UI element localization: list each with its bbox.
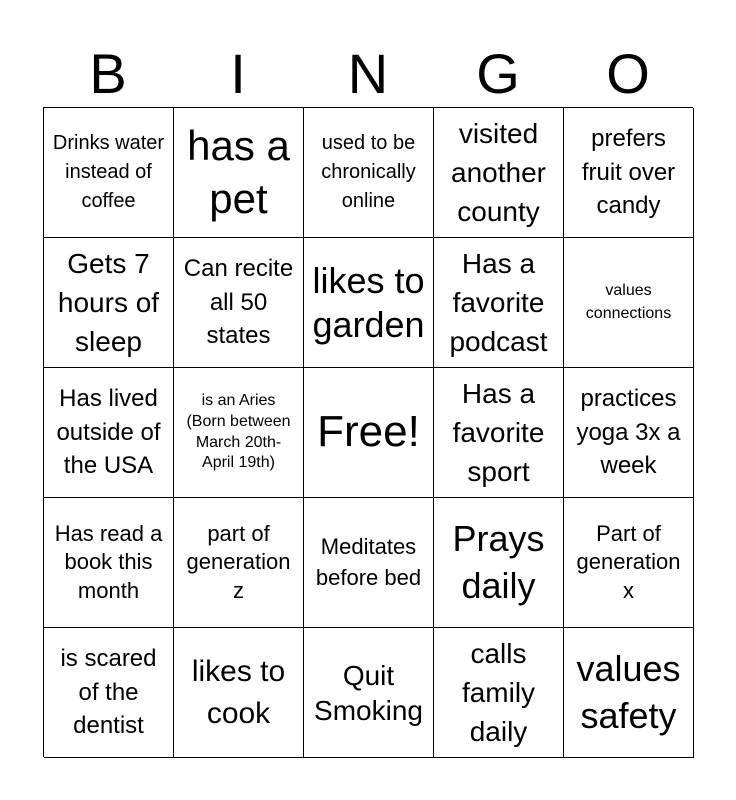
bingo-cell-r2c1[interactable]: Gets 7 hours of sleep <box>44 238 174 368</box>
bingo-cell-r1c1[interactable]: Drinks water instead of coffee <box>44 108 174 238</box>
header-letter-n: N <box>347 42 389 105</box>
bingo-cell-r3c5[interactable]: practices yoga 3x a week <box>564 368 694 498</box>
bingo-cell-free[interactable]: Free! <box>304 368 434 498</box>
header-letter-i: I <box>230 42 246 105</box>
bingo-cell-r1c2[interactable]: has a pet <box>174 108 304 238</box>
bingo-cell-r3c2[interactable]: is an Aries (Born between March 20th-April 19th) <box>174 368 304 498</box>
bingo-header <box>43 40 693 108</box>
header-letter-o: O <box>606 42 650 105</box>
bingo-cell-r1c3[interactable]: used to be chronically online <box>304 108 434 238</box>
bingo-cell-r2c5[interactable]: values connections <box>564 238 694 368</box>
bingo-cell-r5c4[interactable]: calls family daily <box>434 628 564 758</box>
bingo-cell-r5c5[interactable]: values safety <box>564 628 694 758</box>
bingo-cell-r1c5[interactable]: prefers fruit over candy <box>564 108 694 238</box>
bingo-cell-r5c2[interactable]: likes to cook <box>174 628 304 758</box>
bingo-cell-r4c4[interactable]: Prays daily <box>434 498 564 628</box>
header-letter-g: G <box>476 42 520 105</box>
bingo-cell-r3c1[interactable]: Has lived outside of the USA <box>44 368 174 498</box>
bingo-cell-r5c3[interactable]: Quit Smoking <box>304 628 434 758</box>
bingo-cell-r4c1[interactable]: Has read a book this month <box>44 498 174 628</box>
bingo-cell-r1c4[interactable]: visited another county <box>434 108 564 238</box>
header-letter-b: B <box>89 42 127 105</box>
bingo-cell-r4c3[interactable]: Meditates before bed <box>304 498 434 628</box>
bingo-cell-r4c2[interactable]: part of generation z <box>174 498 304 628</box>
bingo-cell-r4c5[interactable]: Part of generation x <box>564 498 694 628</box>
bingo-cell-r5c1[interactable]: is scared of the dentist <box>44 628 174 758</box>
bingo-cell-r2c2[interactable]: Can recite all 50 states <box>174 238 304 368</box>
bingo-cell-r3c4[interactable]: Has a favorite sport <box>434 368 564 498</box>
bingo-board <box>43 107 693 757</box>
bingo-cell-r2c3[interactable]: likes to garden <box>304 238 434 368</box>
bingo-cell-r2c4[interactable]: Has a favorite podcast <box>434 238 564 368</box>
